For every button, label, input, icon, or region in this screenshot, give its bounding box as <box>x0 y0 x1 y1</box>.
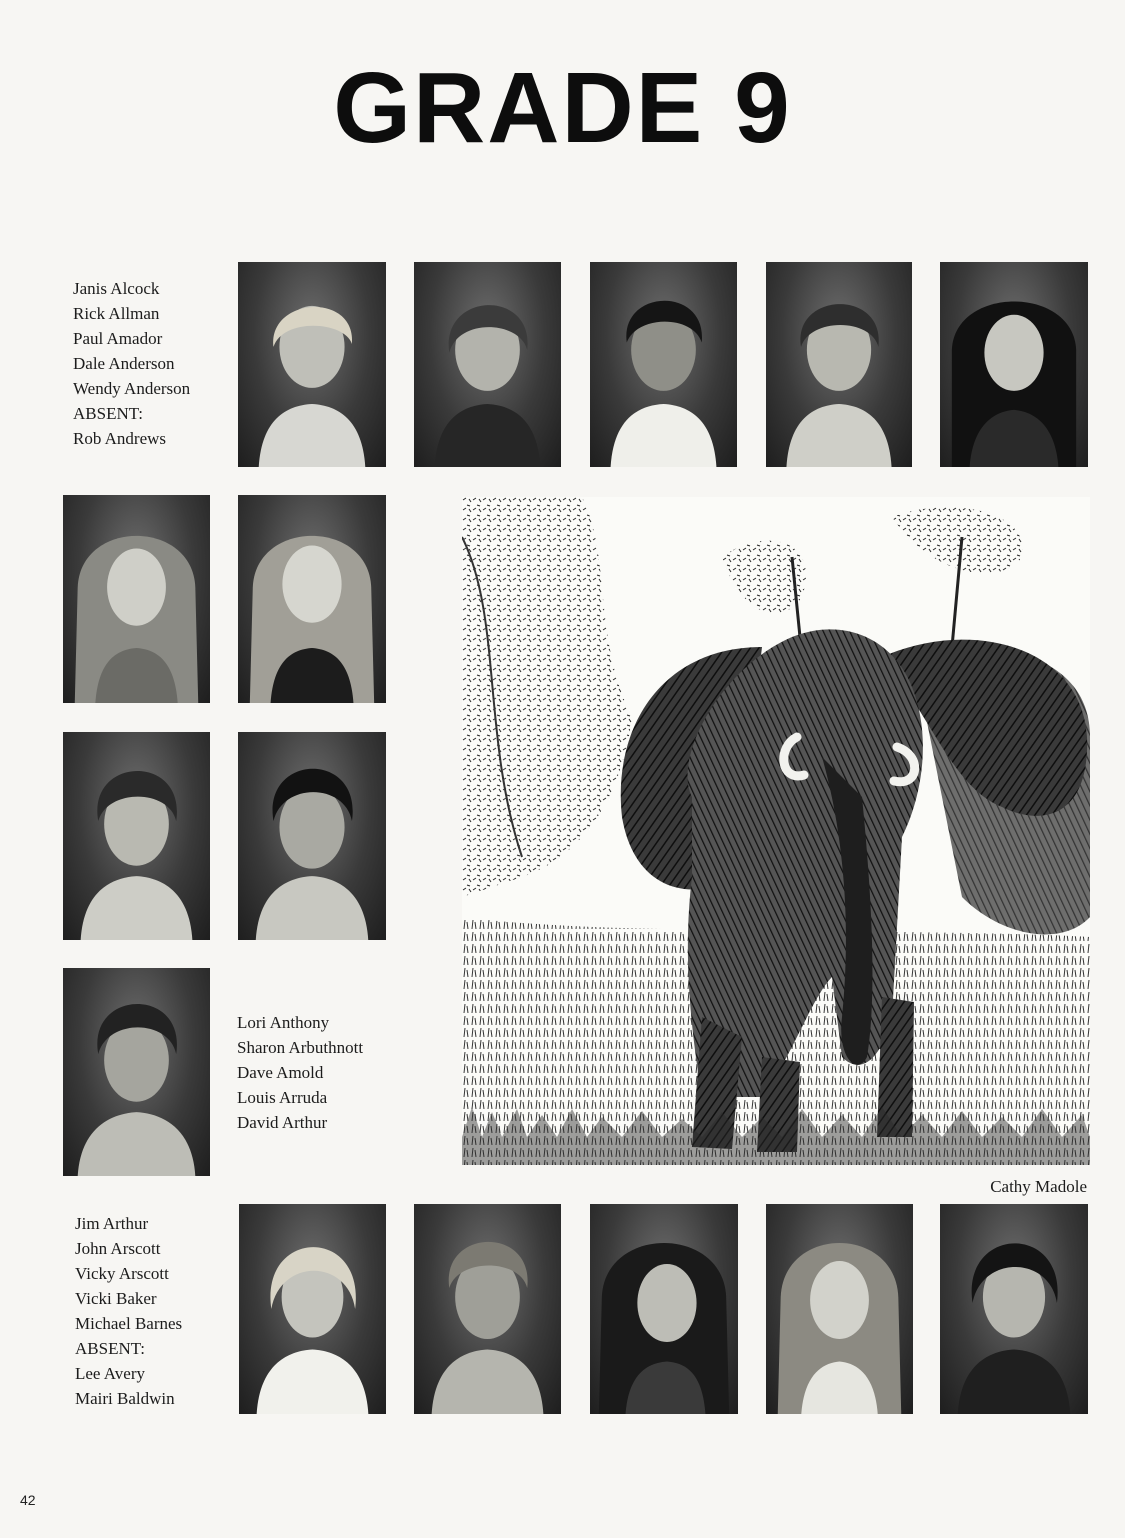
student-portrait <box>940 1204 1088 1414</box>
student-portrait <box>63 968 210 1176</box>
page-title: GRADE 9 <box>333 52 792 164</box>
student-name: Lee Avery <box>75 1364 146 1383</box>
student-name: Vicky Arscott <box>75 1264 169 1283</box>
student-portrait <box>63 732 210 940</box>
artwork-credit: Cathy Madole <box>990 1177 1087 1196</box>
student-name: Paul Amador <box>73 329 163 348</box>
page-number: 42 <box>20 1492 36 1508</box>
student-portrait <box>238 262 386 467</box>
name-list-bottom <box>75 1211 182 1411</box>
student-name: Wendy Anderson <box>73 379 191 398</box>
student-name: Sharon Arbuthnott <box>237 1038 364 1057</box>
student-portrait <box>590 262 737 467</box>
elephant-illustration <box>462 497 1090 1165</box>
student-name: Jim Arthur <box>75 1214 149 1233</box>
student-portrait <box>766 1204 913 1414</box>
student-name: Janis Alcock <box>73 279 160 298</box>
student-portrait <box>766 262 912 467</box>
student-name: Michael Barnes <box>75 1314 183 1333</box>
student-portrait <box>63 495 210 703</box>
student-portrait <box>414 262 561 467</box>
name-list-middle <box>237 1010 363 1135</box>
student-name: Rob Andrews <box>73 429 167 448</box>
student-name: Mairi Baldwin <box>75 1389 175 1408</box>
student-name: David Arthur <box>237 1113 328 1132</box>
student-name: John Arscott <box>75 1239 161 1258</box>
student-portrait <box>239 1204 386 1414</box>
student-portrait <box>940 262 1088 467</box>
absent-label: ABSENT: <box>75 1339 145 1358</box>
student-portrait <box>590 1204 738 1414</box>
student-portrait <box>238 495 386 703</box>
student-name: Rick Allman <box>73 304 160 323</box>
student-portrait <box>238 732 386 940</box>
student-portrait <box>414 1204 561 1414</box>
absent-label: ABSENT: <box>73 404 143 423</box>
student-name: Dave Amold <box>237 1063 324 1082</box>
student-name: Vicki Baker <box>75 1289 157 1308</box>
name-list-top <box>73 276 190 451</box>
student-name: Dale Anderson <box>73 354 175 373</box>
student-name: Lori Anthony <box>237 1013 330 1032</box>
student-name: Louis Arruda <box>237 1088 328 1107</box>
